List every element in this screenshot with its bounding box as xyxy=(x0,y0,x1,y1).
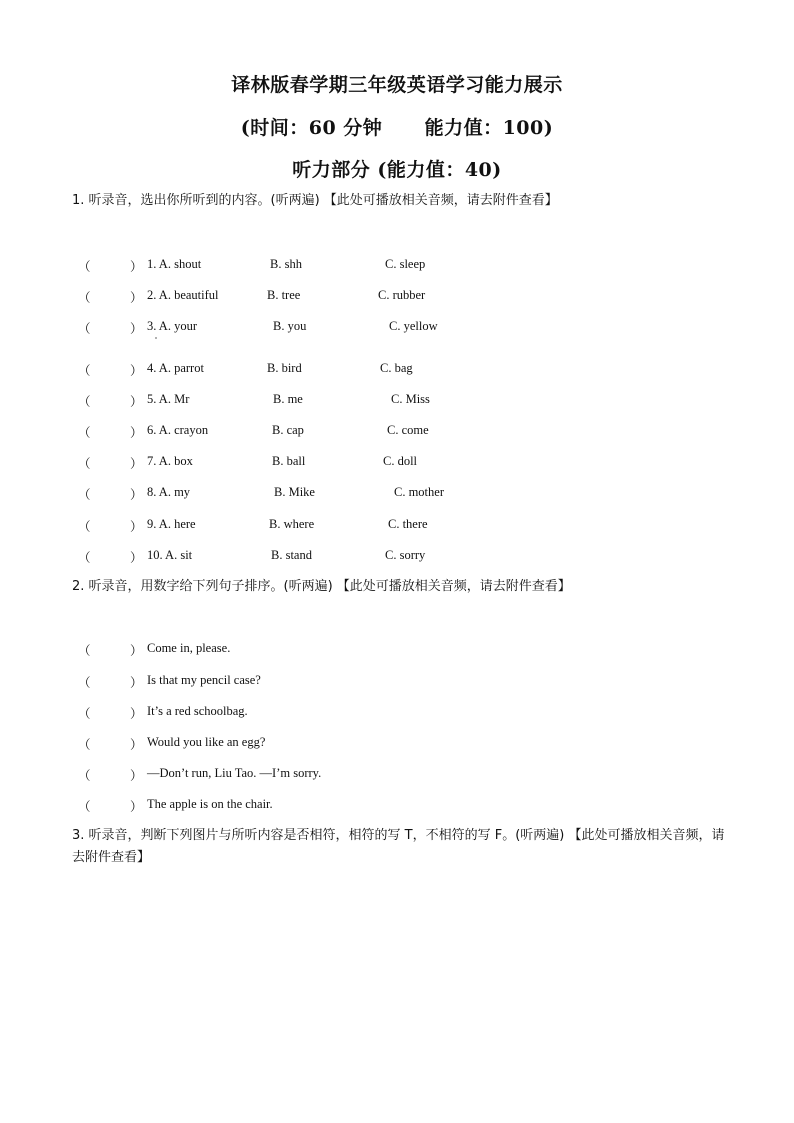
option-b: B. you xyxy=(273,319,307,333)
question-2-heading: 2. 听录音，用数字给下列句子排序。(听两遍) 【此处可播放相关音频，请去附件查看】 xyxy=(72,579,571,594)
answer-paren-close: ） xyxy=(130,707,143,721)
q2-item-row xyxy=(0,735,794,753)
option-b: B. where xyxy=(269,517,315,531)
answer-paren-open: （ xyxy=(78,457,91,471)
option-c: C. Miss xyxy=(391,392,430,406)
q1-item-row xyxy=(0,319,794,337)
option-c: C. sorry xyxy=(385,548,426,562)
answer-paren-open: （ xyxy=(78,520,91,534)
q1-item-row xyxy=(0,517,794,535)
answer-paren-close: ） xyxy=(130,551,143,565)
answer-paren-close: ） xyxy=(130,676,143,690)
answer-paren-open: （ xyxy=(78,364,91,378)
answer-paren-open: （ xyxy=(78,426,91,440)
answer-paren-close: ） xyxy=(130,520,143,534)
option-b: B. tree xyxy=(267,288,301,302)
answer-paren-open: （ xyxy=(78,488,91,502)
option-b: B. ball xyxy=(272,454,306,468)
q1-item-row xyxy=(0,361,794,379)
q1-item-row xyxy=(0,423,794,441)
option-b: B. stand xyxy=(271,548,312,562)
q1-item-row xyxy=(0,288,794,306)
question-1-heading: 1. 听录音，选出你所听到的内容。(听两遍) 【此处可播放相关音频，请去附件查看】 xyxy=(72,193,558,208)
q1-item-row xyxy=(0,392,794,410)
sentence-text: Come in, please. xyxy=(147,641,231,655)
answer-paren-close: ） xyxy=(130,738,143,752)
answer-paren-close: ） xyxy=(130,395,143,409)
q2-item-row xyxy=(0,704,794,722)
answer-paren-open: （ xyxy=(78,800,91,814)
sentence-text: It’s a red schoolbag. xyxy=(147,704,248,718)
q1-item-row xyxy=(0,454,794,472)
option-a: 4. A. parrot xyxy=(147,361,204,375)
q2-item-row xyxy=(0,797,794,815)
option-b: B. me xyxy=(273,392,303,406)
answer-paren-close: ） xyxy=(130,291,143,305)
q2-item-row xyxy=(0,641,794,659)
option-a: 5. A. Mr xyxy=(147,392,190,406)
answer-paren-close: ） xyxy=(130,322,143,336)
answer-paren-close: ） xyxy=(130,488,143,502)
option-a: 10. A. sit xyxy=(147,548,193,562)
q1-item-row xyxy=(0,485,794,503)
option-c: C. doll xyxy=(383,454,418,468)
option-b: B. shh xyxy=(270,257,302,271)
answer-paren-open: （ xyxy=(78,707,91,721)
question-3-heading: 3. 听录音，判断下列图片与所听内容是否相符，相符的写 T，不相符的写 F。(听两遍) 【此处可播放相关音频，请去附件查看】 xyxy=(72,828,725,865)
answer-paren-close: ） xyxy=(130,426,143,440)
q2-item-row xyxy=(0,673,794,691)
option-c: C. mother xyxy=(394,485,444,499)
sentence-text: —Don’t run, Liu Tao. —I’m sorry. xyxy=(147,766,322,780)
option-c: C. bag xyxy=(380,361,413,375)
answer-paren-open: （ xyxy=(78,395,91,409)
answer-paren-open: （ xyxy=(78,260,91,274)
option-a: 9. A. here xyxy=(147,517,196,531)
answer-paren-close: ） xyxy=(130,644,143,658)
page-title: 译林版春学期三年级英语学习能力展示 xyxy=(231,74,563,96)
option-b: B. bird xyxy=(267,361,302,375)
answer-paren-open: （ xyxy=(78,676,91,690)
answer-paren-open: （ xyxy=(78,322,91,336)
answer-paren-open: （ xyxy=(78,291,91,305)
answer-paren-open: （ xyxy=(78,644,91,658)
answer-paren-close: ） xyxy=(130,800,143,814)
answer-paren-open: （ xyxy=(78,551,91,565)
answer-paren-close: ） xyxy=(130,364,143,378)
option-a: 2. A. beautiful xyxy=(147,288,219,302)
option-a: 3. A. your xyxy=(147,319,197,333)
stray-dot xyxy=(155,337,157,339)
option-a: 1. A. shout xyxy=(147,257,202,271)
sentence-text: Would you like an egg? xyxy=(147,735,266,749)
time-info: (时间：60 分钟 xyxy=(240,117,383,139)
sentence-text: Is that my pencil case? xyxy=(147,673,261,687)
sentence-text: The apple is on the chair. xyxy=(147,797,273,811)
answer-paren-open: （ xyxy=(78,769,91,783)
score-info: 能力值：100) xyxy=(424,117,554,139)
option-a: 8. A. my xyxy=(147,485,191,499)
option-a: 6. A. crayon xyxy=(147,423,209,437)
q2-item-row xyxy=(0,766,794,784)
option-a: 7. A. box xyxy=(147,454,193,468)
answer-paren-open: （ xyxy=(78,738,91,752)
option-c: C. yellow xyxy=(389,319,438,333)
q1-item-row xyxy=(0,548,794,566)
answer-paren-close: ） xyxy=(130,769,143,783)
option-b: B. Mike xyxy=(274,485,315,499)
answer-paren-close: ） xyxy=(130,260,143,274)
option-c: C. rubber xyxy=(378,288,426,302)
answer-paren-close: ） xyxy=(130,457,143,471)
option-c: C. sleep xyxy=(385,257,426,271)
section-title: 听力部分 (能力值：40) xyxy=(292,159,502,181)
exam-info xyxy=(0,113,794,140)
option-c: C. there xyxy=(388,517,428,531)
option-c: C. come xyxy=(387,423,429,437)
q1-item-row xyxy=(0,257,794,275)
option-b: B. cap xyxy=(272,423,304,437)
